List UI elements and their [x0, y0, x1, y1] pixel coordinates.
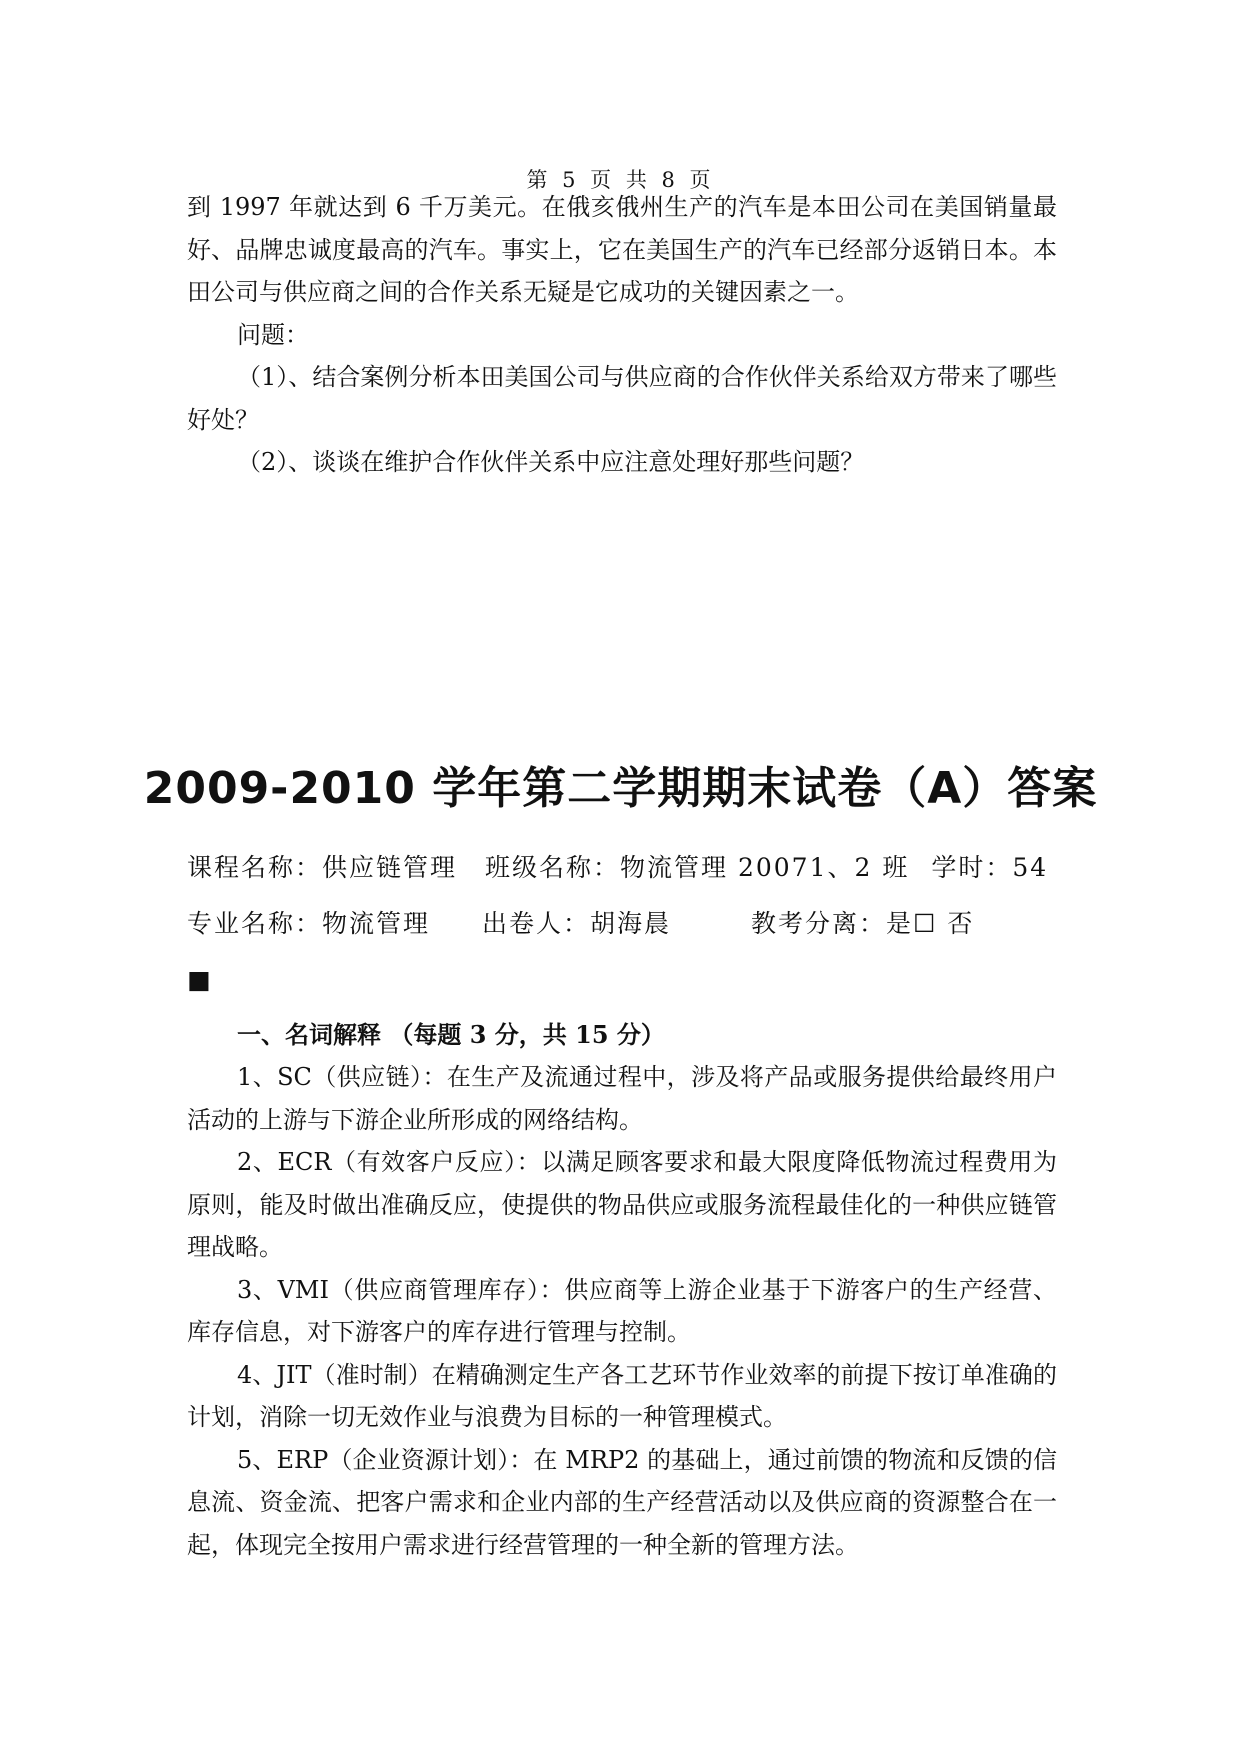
term-item: 2、ECR（有效客户反应）：以满足顾客要求和最大限度降低物流过程费用为原则，能及时做出准确反应，使提供的物品供应或服务流程最佳化的一种供应链管理战略。 — [187, 1148, 1057, 1261]
class-hours: 学时：54 — [931, 853, 1049, 882]
course-name: 课程名称：供应链管理 — [187, 853, 458, 882]
question-item: （2）、谈谈在维护合作伙伴关系中应注意处理好那些问题？ — [237, 448, 865, 476]
exam-info-row-1 — [187, 840, 1057, 896]
section-terms — [187, 1014, 1057, 1566]
term-item: 5、ERP（企业资源计划）：在 MRP2 的基础上，通过前馈的物流和反馈的信息流、资金流、把客户需求和企业内部的生产经营活动以及供应商的资源整合在一起，体现完全按用户需求进行经营管理的一种全新的管理方法。 — [187, 1445, 1057, 1559]
questions-label: 问题： — [237, 320, 309, 349]
case-continuation — [187, 186, 1057, 484]
exam-title: 2009-2010 学年第二学期期末试卷（A）答案 — [143, 763, 1098, 814]
term-item: 4、JIT（准时制）在精确测定生产各工艺环节作业效率的前提下按订单准确的计划，消除一切无效作业与浪费为目标的一种管理模式。 — [187, 1360, 1057, 1431]
major-name: 专业名称：物流管理 — [187, 909, 431, 938]
case-paragraph: 到 1997 年就达到 6 千万美元。在俄亥俄州生产的汽车是本田公司在美国销量最好、品牌忠诚度最高的汽车。事实上，它在美国生产的汽车已经部分返销日本。本田公司与供应商之间的合作关系无疑是它成功的关键因素之一。 — [187, 193, 1057, 306]
section-title: 一、名词解释 （每题 3 分，共 15 分） — [237, 1020, 665, 1049]
page-number-header: 第 5 页 共 8 页 — [526, 168, 715, 192]
exam-info-row-2 — [187, 896, 1057, 952]
exam-author: 出卷人：胡海晨 — [482, 909, 672, 938]
exam-info-row-3 — [187, 952, 1057, 1008]
term-item: 1、SC（供应链）：在生产及流通过程中，涉及将产品或服务提供给最终用户活动的上游与下游企业所形成的网络结构。 — [187, 1063, 1057, 1134]
separation-mark: ■ — [187, 965, 213, 994]
term-item: 3、VMI（供应商管理库存）：供应商等上游企业基于下游客户的生产经营、库存信息，对下游客户的库存进行管理与控制。 — [187, 1275, 1057, 1346]
teaching-separation: 教考分离：是☐ 否 — [751, 909, 975, 938]
question-item: （1）、结合案例分析本田美国公司与供应商的合作伙伴关系给双方带来了哪些好处？ — [187, 363, 1057, 434]
class-name: 班级名称：物流管理 20071、2 班 — [485, 853, 910, 882]
exam-info — [187, 840, 1057, 1008]
